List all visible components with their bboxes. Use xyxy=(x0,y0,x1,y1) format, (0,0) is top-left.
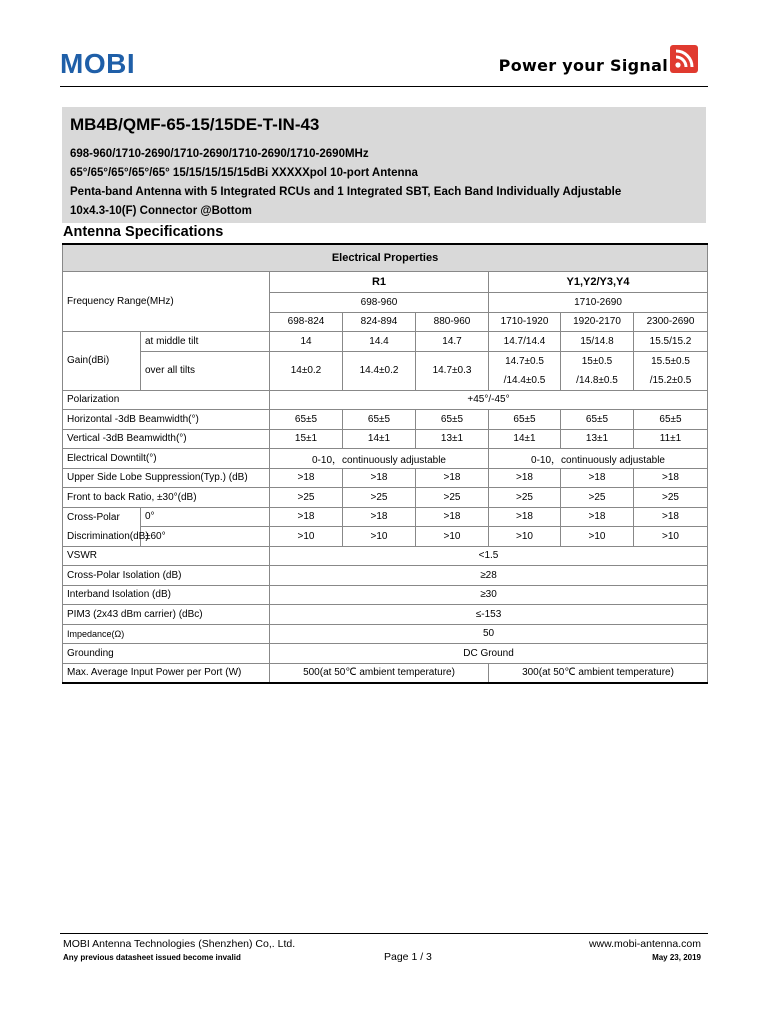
table-row xyxy=(63,332,708,352)
ftb-cell: >25 xyxy=(489,488,561,508)
gain-cell: 15/14.8 xyxy=(561,332,634,352)
xpd-cell: >18 xyxy=(489,507,561,527)
pim-value: ≤-153 xyxy=(270,605,708,625)
xpd-label-2: Discrimination(dB) xyxy=(63,527,141,547)
product-title-box xyxy=(62,107,706,223)
gain-cell: 14.7 xyxy=(416,332,489,352)
hbw-cell: 65±5 xyxy=(634,410,708,430)
footer-website-link[interactable]: www.mobi-antenna.com xyxy=(588,938,701,950)
hbw-label: Horizontal -3dB Beamwidth(°) xyxy=(63,410,270,430)
table-row xyxy=(63,272,708,293)
vbw-cell: 13±1 xyxy=(416,429,489,449)
band-cell: 2300-2690 xyxy=(634,312,708,332)
xpi-value: ≥28 xyxy=(270,566,708,586)
xpd-cell: >10 xyxy=(343,527,416,547)
section-title: Antenna Specifications xyxy=(63,224,224,240)
pim-label: PIM3 (2x43 dBm carrier) (dBc) xyxy=(63,605,270,625)
product-connector-line: 10x4.3-10(F) Connector @Bottom xyxy=(70,205,252,217)
product-frequency-line: 698-960/1710-2690/1710-2690/1710-2690/1710-2690MHz xyxy=(70,148,369,160)
vbw-label: Vertical -3dB Beamwidth(°) xyxy=(63,429,270,449)
gain-cell: 14.4±0.2 xyxy=(343,351,416,390)
table-row xyxy=(63,244,708,272)
ftb-cell: >25 xyxy=(561,488,634,508)
grounding-value: DC Ground xyxy=(270,644,708,664)
downtilt-y: 0-10，continuously adjustable xyxy=(489,449,708,469)
polarization-value: +45°/-45° xyxy=(270,390,708,410)
product-model: MB4B/QMF-65-15/15DE-T-IN-43 xyxy=(70,115,320,134)
band-cell: 880-960 xyxy=(416,312,489,332)
hbw-cell: 65±5 xyxy=(416,410,489,430)
hbw-cell: 65±5 xyxy=(489,410,561,430)
vbw-cell: 11±1 xyxy=(634,429,708,449)
gain-bottom: /14.8±0.5 xyxy=(576,374,618,386)
footer-page-number: Page 1 / 3 xyxy=(384,951,432,963)
footer-divider xyxy=(60,933,708,934)
ibi-value: ≥30 xyxy=(270,585,708,605)
gain-cell: 14±0.2 xyxy=(270,351,343,390)
usls-label: Upper Side Lobe Suppression(Typ.) (dB) xyxy=(63,468,270,488)
product-beamwidth-line: 65°/65°/65°/65°/65° 15/15/15/15/15dBi XXXXXpol 10-port Antenna xyxy=(70,167,418,179)
vbw-cell: 14±1 xyxy=(343,429,416,449)
range-r1: 698-960 xyxy=(270,293,489,313)
table-row xyxy=(63,449,708,469)
xpd-0-label: 0° xyxy=(141,507,270,527)
gain-cell: 14 xyxy=(270,332,343,352)
polarization-label: Polarization xyxy=(63,390,270,410)
downtilt-label: Electrical Downtilt(°) xyxy=(63,449,270,469)
group-y: Y1,Y2/Y3,Y4 xyxy=(489,272,708,293)
xpd-cell: >18 xyxy=(416,507,489,527)
electrical-properties-table xyxy=(62,243,708,684)
band-cell: 1710-1920 xyxy=(489,312,561,332)
vbw-cell: 13±1 xyxy=(561,429,634,449)
ftb-cell: >25 xyxy=(416,488,489,508)
ftb-cell: >25 xyxy=(634,488,708,508)
ibi-label: Interband Isolation (dB) xyxy=(63,585,270,605)
gain-top: 14.7±0.5 xyxy=(505,355,544,367)
xpd-cell: >18 xyxy=(270,507,343,527)
table-row xyxy=(63,566,708,586)
gain-bottom: /14.4±0.5 xyxy=(503,374,546,386)
tagline: Power your Signal xyxy=(498,56,668,75)
impedance-label: Impedance(Ω) xyxy=(63,624,270,644)
xpd-cell: >10 xyxy=(561,527,634,547)
table-row xyxy=(63,507,708,527)
gain-cell: 14.4 xyxy=(343,332,416,352)
xpd-cell: >10 xyxy=(416,527,489,547)
xpd-cell: >18 xyxy=(634,507,708,527)
xpd-cell: >18 xyxy=(343,507,416,527)
power-r1: 500(at 50℃ ambient temperature) xyxy=(270,663,489,683)
gain-top: 15.5±0.5 xyxy=(651,355,690,367)
footer-notice: Any previous datasheet issued become invalid xyxy=(63,953,241,962)
power-y: 300(at 50℃ ambient temperature) xyxy=(489,663,708,683)
xpd-cell: >10 xyxy=(489,527,561,547)
xpd-label-1: Cross-Polar xyxy=(63,507,141,527)
usls-cell: >18 xyxy=(343,468,416,488)
footer-company: MOBI Antenna Technologies (Shenzhen) Co,. Ltd. xyxy=(63,938,296,950)
rss-icon xyxy=(670,45,698,73)
usls-cell: >18 xyxy=(561,468,634,488)
vswr-label: VSWR xyxy=(63,546,270,566)
footer-date: May 23, 2019 xyxy=(652,953,701,962)
xpd-60-label: ±60° xyxy=(141,527,270,547)
ftb-cell: >25 xyxy=(343,488,416,508)
ftb-label: Front to back Ratio, ±30°(dB) xyxy=(63,488,270,508)
gain-cell-two-line xyxy=(489,351,561,390)
impedance-value: 50 xyxy=(270,624,708,644)
vbw-cell: 15±1 xyxy=(270,429,343,449)
gain-cell-two-line xyxy=(634,351,708,390)
usls-cell: >18 xyxy=(634,468,708,488)
table-row xyxy=(63,644,708,664)
table-row xyxy=(63,527,708,547)
table-title: Electrical Properties xyxy=(63,244,708,272)
freq-label: Frequency Range(MHz) xyxy=(63,272,270,332)
gain-cell-two-line xyxy=(561,351,634,390)
band-cell: 824-894 xyxy=(343,312,416,332)
ftb-cell: >25 xyxy=(270,488,343,508)
header-divider xyxy=(60,86,708,87)
table-row xyxy=(63,351,708,390)
xpd-cell: >10 xyxy=(270,527,343,547)
group-r1: R1 xyxy=(270,272,489,293)
vbw-cell: 14±1 xyxy=(489,429,561,449)
table-row xyxy=(63,488,708,508)
table-row xyxy=(63,585,708,605)
gain-cell: 15.5/15.2 xyxy=(634,332,708,352)
product-feature-line: Penta-band Antenna with 5 Integrated RCUs and 1 Integrated SBT, Each Band Individually Adjustable xyxy=(70,186,622,198)
table-row xyxy=(63,605,708,625)
gain-label: Gain(dBi) xyxy=(63,332,141,391)
gain-cell: 14.7±0.3 xyxy=(416,351,489,390)
gain-all-label: over all tilts xyxy=(141,351,270,390)
table-row xyxy=(63,410,708,430)
table-row xyxy=(63,468,708,488)
gain-middle-label: at middle tilt xyxy=(141,332,270,352)
gain-bottom: /15.2±0.5 xyxy=(649,374,692,386)
table-row xyxy=(63,429,708,449)
mobi-logo: MOBI xyxy=(60,48,136,79)
grounding-label: Grounding xyxy=(63,644,270,664)
usls-cell: >18 xyxy=(270,468,343,488)
table-row xyxy=(63,546,708,566)
band-cell: 1920-2170 xyxy=(561,312,634,332)
hbw-cell: 65±5 xyxy=(561,410,634,430)
power-label: Max. Average Input Power per Port (W) xyxy=(63,663,270,683)
vswr-value: <1.5 xyxy=(270,546,708,566)
range-y: 1710-2690 xyxy=(489,293,708,313)
xpd-cell: >18 xyxy=(561,507,634,527)
hbw-cell: 65±5 xyxy=(343,410,416,430)
gain-top: 15±0.5 xyxy=(581,355,613,367)
usls-cell: >18 xyxy=(416,468,489,488)
xpd-cell: >10 xyxy=(634,527,708,547)
downtilt-r1: 0-10，continuously adjustable xyxy=(270,449,489,469)
table-row xyxy=(63,624,708,644)
gain-cell: 14.7/14.4 xyxy=(489,332,561,352)
table-row xyxy=(63,390,708,410)
table-row xyxy=(63,663,708,683)
usls-cell: >18 xyxy=(489,468,561,488)
hbw-cell: 65±5 xyxy=(270,410,343,430)
band-cell: 698-824 xyxy=(270,312,343,332)
xpi-label: Cross-Polar Isolation (dB) xyxy=(63,566,270,586)
